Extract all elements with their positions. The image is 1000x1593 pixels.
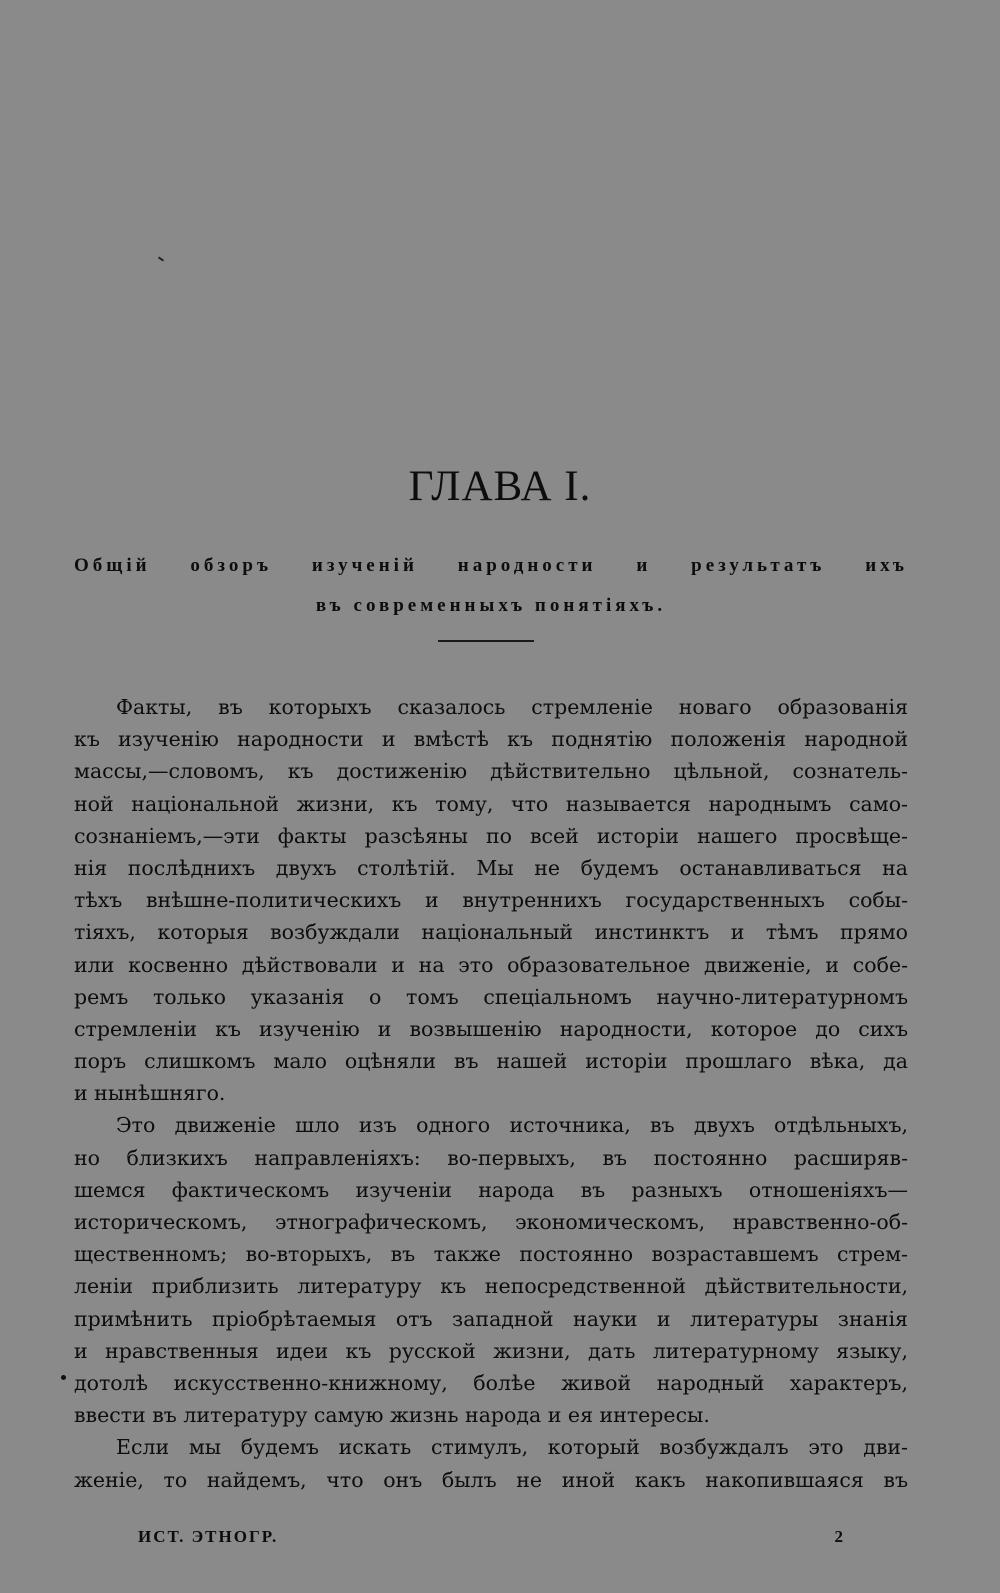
text-line: Это движеніе шло изъ одного источника, въ двухъ отдѣльныхъ,: [116, 1113, 908, 1138]
text-line: или косвенно дѣйствовали и на это образовательное движеніе, и собе-: [74, 952, 908, 977]
text-line: щественномъ; во-вторыхъ, въ также постоянно возраставшемъ стрем-: [74, 1242, 908, 1267]
page-footer: [138, 1527, 845, 1547]
text-line: къ изученію народности и вмѣстѣ къ поднятію положенія народной: [74, 727, 908, 752]
text-line: Если мы будемъ искать стимулъ, который возбуждалъ это дви-: [116, 1435, 908, 1460]
subtitle-line-1: Общій обзоръ изученій народности и результатъ ихъ: [74, 555, 908, 576]
text-line: леніи приблизить литературу къ непосредственной дѣйствительности,: [74, 1274, 908, 1299]
text-line: стремленіи къ изученію и возвышенію народности, которое до сихъ: [74, 1016, 908, 1041]
paragraph: [74, 1431, 908, 1495]
text-line: дотолѣ искусственно-книжному, болѣе живой народный характеръ,: [74, 1370, 908, 1395]
text-line: тіяхъ, которыя возбуждали національный инстинктъ и тѣмъ прямо: [74, 920, 908, 945]
text-line: ввести въ литературу самую жизнь народа и ея интересы.: [74, 1403, 710, 1428]
text-line: ремъ только указанія о томъ спеціальномъ научно-литературномъ: [74, 984, 908, 1009]
text-line: поръ слишкомъ мало оцѣняли въ нашей исторіи прошлаго вѣка, да: [74, 1049, 908, 1074]
text-line: историческомъ, этнографическомъ, экономическомъ, нравственно-об-: [74, 1210, 908, 1234]
text-line: сознаніемъ,—эти факты разсѣяны по всей исторіи нашего просвѣще-: [74, 823, 908, 848]
text-line: и нравственныя идеи къ русской жизни, дать литературному языку,: [74, 1338, 908, 1363]
subtitle-line-2: въ современныхъ понятіяхъ.: [315, 595, 667, 616]
text-line: ной національной жизни, къ тому, что называется народнымъ само-: [74, 791, 908, 816]
chapter-body: [74, 691, 908, 1496]
chapter-subtitle: [74, 546, 908, 626]
signature-mark: ИСТ. ЭТНОГР.: [138, 1527, 279, 1546]
text-line: нія послѣднихъ двухъ столѣтій. Мы не будемъ останавливаться на: [74, 855, 908, 880]
text-line: женіе, то найдемъ, что онъ былъ не иной какъ накопившаяся въ: [74, 1467, 908, 1492]
page-number: 2: [834, 1527, 845, 1546]
paragraph: [74, 1109, 908, 1431]
print-speck: [158, 256, 164, 261]
text-line: массы,—словомъ, къ достиженію дѣйствительно цѣльной, сознатель-: [74, 759, 908, 784]
text-line: и нынѣшняго.: [74, 1081, 226, 1106]
text-line: Факты, въ которыхъ сказалось стремленіе новаго образованія: [116, 695, 908, 719]
text-line: примѣнить пріобрѣтаемыя отъ западной науки и литературы знанія: [74, 1306, 908, 1331]
chapter-title: ГЛАВА I.: [408, 463, 592, 510]
text-line: тѣхъ внѣшне-политическихъ и внутреннихъ государственныхъ собы-: [74, 888, 908, 913]
section-divider: [438, 640, 534, 642]
text-line: но близкихъ направленіяхъ: во-первыхъ, въ постоянно расширяв-: [74, 1145, 908, 1170]
paragraph: [74, 691, 908, 1109]
text-line: шемся фактическомъ изученіи народа въ разныхъ отношеніяхъ—: [74, 1177, 908, 1202]
margin-mark: [61, 1375, 66, 1380]
